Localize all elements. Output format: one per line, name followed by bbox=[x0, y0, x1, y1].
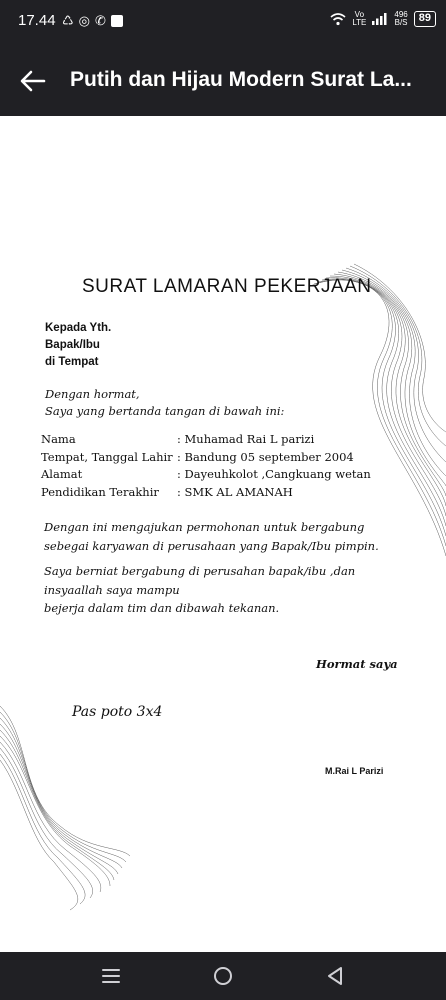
detail-row bbox=[41, 450, 401, 468]
back-button[interactable] bbox=[16, 64, 50, 98]
paragraph-line: Saya berniat bergabung di perusahan bapak/ibu ,dan bbox=[44, 564, 356, 578]
paragraph-application bbox=[44, 518, 379, 556]
decorative-wave-bottom bbox=[0, 696, 130, 936]
arrow-left-icon bbox=[16, 64, 50, 98]
triangle-back-icon bbox=[322, 964, 348, 988]
paragraph-line: insyaallah saya mampu bbox=[44, 582, 180, 597]
status-time: 17.44 bbox=[18, 12, 56, 29]
paragraph-intent bbox=[44, 562, 355, 618]
detail-row bbox=[41, 467, 401, 485]
document-page bbox=[0, 116, 446, 952]
detail-value: : Muhamad Rai L parizi bbox=[177, 432, 315, 446]
paragraph-line: Dengan ini mengajukan permohonan untuk bergabung bbox=[44, 520, 365, 534]
signal-icon bbox=[372, 13, 388, 25]
menu-lines-icon bbox=[98, 964, 124, 988]
status-bar bbox=[0, 0, 446, 44]
letter-title: SURAT LAMARAN PEKERJAAN bbox=[82, 276, 372, 297]
document-title: Putih dan Hijau Modern Surat La... bbox=[70, 68, 412, 91]
detail-value: : SMK AL AMANAH bbox=[177, 484, 293, 499]
volte-indicator: Vo LTE bbox=[352, 10, 367, 27]
detail-row bbox=[41, 432, 401, 450]
system-nav-bar bbox=[0, 952, 446, 1000]
detail-row bbox=[41, 485, 401, 503]
sync-icon: ♺ bbox=[62, 13, 74, 28]
closing-text: Hormat saya bbox=[316, 657, 398, 671]
whatsapp-icon: ✆ bbox=[95, 13, 106, 28]
applicant-details bbox=[41, 432, 401, 502]
recipient-line: di Tempat bbox=[45, 356, 99, 368]
recipient-block bbox=[45, 320, 111, 371]
photo-placeholder-label: Pas poto 3x4 bbox=[72, 704, 163, 720]
paragraph-line: bejerja dalam tim dan dibawah tekanan. bbox=[44, 601, 280, 615]
detail-value: : Dayeuhkolot ,Cangkuang wetan bbox=[177, 467, 371, 481]
detail-label: Alamat bbox=[41, 467, 83, 481]
app-notification-icon bbox=[111, 15, 123, 27]
recipient-line: Bapak/Ibu bbox=[45, 339, 100, 351]
recipient-line: Kepada Yth. bbox=[45, 322, 112, 334]
detail-label: Tempat, Tanggal Lahir bbox=[41, 449, 173, 464]
signature-name: M.Rai L Parizi bbox=[325, 766, 384, 776]
home-button[interactable] bbox=[210, 964, 236, 988]
wifi-icon bbox=[330, 12, 346, 26]
detail-label: Nama bbox=[41, 432, 76, 446]
nav-back-button[interactable] bbox=[322, 964, 348, 988]
status-right bbox=[330, 11, 436, 27]
greeting-line: Dengan hormat, bbox=[45, 387, 140, 401]
detail-value: : Bandung 05 september 2004 bbox=[177, 449, 354, 464]
battery-icon: 89 bbox=[414, 11, 436, 27]
record-icon: ◎ bbox=[78, 13, 90, 28]
app-bar bbox=[0, 44, 446, 116]
greeting-line: Saya yang bertanda tangan di bawah ini: bbox=[45, 404, 285, 418]
network-speed: 496 B/S bbox=[394, 10, 408, 27]
detail-label: Pendidikan Terakhir bbox=[41, 484, 159, 499]
notification-icons bbox=[62, 13, 123, 29]
greeting-block bbox=[45, 386, 284, 420]
paragraph-line: sebegai karyawan di perusahaan yang Bapak/Ibu pimpin. bbox=[44, 539, 379, 553]
circle-home-icon bbox=[210, 964, 236, 988]
recents-button[interactable] bbox=[98, 964, 124, 988]
